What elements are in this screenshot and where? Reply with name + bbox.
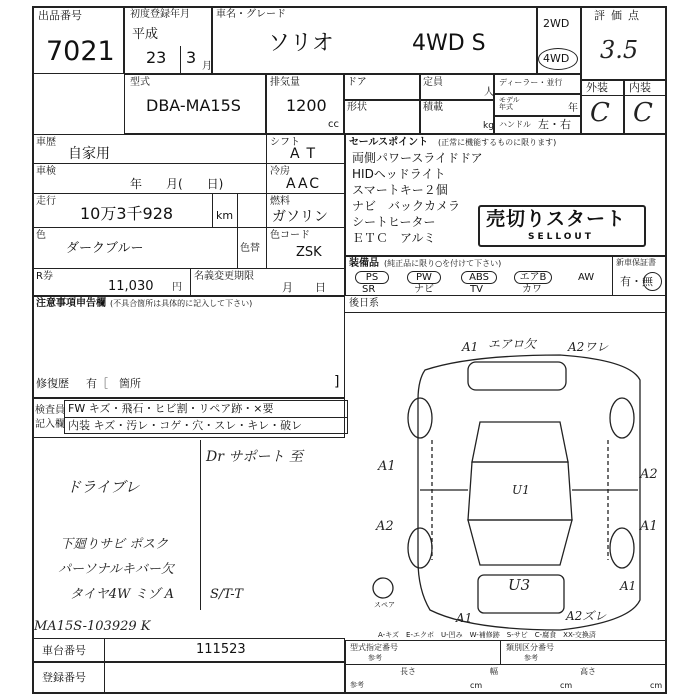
reg-month: 3 xyxy=(186,48,197,67)
note-line-4: タイヤ4W ミゾ A xyxy=(70,587,175,602)
exterior-grade: C xyxy=(590,98,610,128)
length-ref: 参考 xyxy=(350,681,364,689)
name-grade-label: 車名・グレード xyxy=(216,9,286,20)
windshield xyxy=(472,422,568,462)
rear-window xyxy=(468,520,572,565)
model-label: 型式 xyxy=(130,77,150,88)
month-unit: 月 xyxy=(202,61,212,72)
ac-label: 冷房 xyxy=(270,166,290,177)
color-change-label: 色替 xyxy=(240,243,260,254)
reg-year: 23 xyxy=(146,48,167,67)
note-chassis: MA15S-103929 K xyxy=(34,619,151,634)
selling-note: (正常に機能するものに限ります) xyxy=(438,138,557,147)
dmg-bottom-center: U3 xyxy=(508,576,531,594)
displacement-label: 排気量 xyxy=(270,77,300,88)
wheel-rr xyxy=(610,528,634,568)
inspector-label-1: 検査員 xyxy=(35,405,65,416)
dmg-bottom-right-small: A1 xyxy=(620,579,637,593)
registration-due-label: 名義変更期限 xyxy=(194,271,254,282)
handle-value: 左・右 xyxy=(538,118,571,131)
sellout-stamp-main: 売切りスタート xyxy=(486,208,627,230)
selling-label: セールスポイント xyxy=(349,137,429,148)
cc-unit: cc xyxy=(328,119,339,130)
manual-label: 新車保証書 xyxy=(616,258,656,267)
spec-footer-hline xyxy=(345,664,667,665)
kg-unit: kg xyxy=(483,121,494,131)
equipment-label: 装備品 xyxy=(349,258,379,269)
rating-label: 評価点 xyxy=(594,9,645,22)
selling-point: ＥＴＣ アルミ xyxy=(352,231,436,245)
color-label: 色 xyxy=(36,230,46,241)
handle-label: ハンドル xyxy=(499,120,531,129)
inspector-row-2: 内装 キズ・汚レ・コゲ・穴・スレ・キレ・破レ xyxy=(68,419,303,432)
person-unit: 人 xyxy=(484,87,494,98)
color-code-value: ZSK xyxy=(296,245,322,260)
spec-footer-mid xyxy=(500,640,501,664)
length-label: 長さ xyxy=(400,667,416,676)
note-line-1: ドライブレ xyxy=(66,478,140,496)
dmg-right-1: A2 xyxy=(640,467,658,482)
equip-sr: SR xyxy=(362,284,376,295)
equip-ps: PS xyxy=(355,271,389,284)
equip-pw: PW xyxy=(407,271,441,284)
recycle-label: R券 xyxy=(36,271,53,282)
caution-note: (不具合箇所は具体的に記入して下さい) xyxy=(110,299,253,308)
note-right: Dr サポート 至 xyxy=(206,449,303,465)
dmg-left-1: A1 xyxy=(378,459,396,474)
front-bumper xyxy=(468,362,566,390)
first-reg-label: 初度登録年月 xyxy=(130,9,190,20)
grade: 4WD S xyxy=(412,31,486,56)
selling-point: HIDヘッドライト xyxy=(352,167,446,181)
class-label: 類別区分番号 xyxy=(506,643,554,652)
km-unit: km xyxy=(216,209,234,222)
equip-airbag: エアB xyxy=(514,271,552,284)
selling-point: ナビ バックカメラ xyxy=(352,199,461,213)
selling-point: シートヒーター xyxy=(352,215,436,229)
inspector-row-1: FW キズ・飛石・ヒビ割・リペア跡・×要 xyxy=(68,402,274,415)
car-name: ソリオ xyxy=(268,31,334,56)
color-code-label: 色コード xyxy=(270,230,310,241)
ac-value: AAC xyxy=(286,176,322,192)
model-code: DBA-MA15S xyxy=(146,96,241,115)
displacement-value: 1200 xyxy=(286,96,327,115)
repair-bracket: ] xyxy=(334,374,340,390)
dmg-top-right: A2ワレ xyxy=(568,340,609,354)
inspection-value: 年 月( 日) xyxy=(130,177,224,191)
year-unit: 年 xyxy=(568,103,578,114)
interior-label: 内装 xyxy=(629,81,651,94)
history-label: 車歴 xyxy=(36,137,56,148)
shape-label: 形状 xyxy=(347,102,367,113)
shift-label: シフト xyxy=(270,137,300,148)
height-label: 高さ xyxy=(580,667,596,676)
equip-leather: カワ xyxy=(522,284,542,295)
model-spec-label: 型式指定番号 xyxy=(350,643,398,652)
dmg-bottom-right: A2ズレ xyxy=(566,609,607,623)
dmg-bottom-left: A1 xyxy=(456,611,473,625)
exterior-label: 外装 xyxy=(586,81,608,94)
wheel-rl xyxy=(408,528,432,568)
equipment-note: (純正品に限り○を付けて下さい) xyxy=(384,259,502,268)
model-spec-ref: 参考 xyxy=(368,654,382,662)
equip-tv: TV xyxy=(470,284,483,295)
door-label: ドア xyxy=(347,77,367,88)
model-year-label: モデル年式 xyxy=(499,96,520,111)
dmg-right-2: A1 xyxy=(640,519,658,534)
registration-due-value: 月 日 xyxy=(282,281,326,294)
dealer-label: ディーラー・並行 xyxy=(499,78,563,87)
drive-2wd: 2WD xyxy=(543,17,570,30)
fuel-value: ガソリン xyxy=(272,209,328,225)
fuel-label: 燃料 xyxy=(270,196,290,207)
chassis-value: 111523 xyxy=(196,642,246,657)
selling-point: スマートキー２個 xyxy=(352,183,448,197)
selling-point: 両側パワースライドドア xyxy=(352,151,483,165)
capacity-label: 定員 xyxy=(423,77,443,88)
history-value: 自家用 xyxy=(68,146,110,162)
sellout-stamp-sub: SELLOUT xyxy=(528,232,594,242)
dmg-top-mid: エアロ欠 xyxy=(488,337,537,351)
recycle-value: 11,030 xyxy=(108,279,154,294)
lot-label: 出品番号 xyxy=(38,9,82,22)
inspector-label-2: 記入欄 xyxy=(35,419,65,430)
manual-value: 有・無 xyxy=(620,275,653,288)
diagram-legend: A-キズ E-エクボ U-凹み W-補修跡 S-サビ C-腐食 XX-交換済 xyxy=(378,631,596,639)
dmg-center: U1 xyxy=(512,483,530,497)
spare-tire xyxy=(373,578,393,598)
lot-number: 7021 xyxy=(46,36,115,67)
caution-label: 注意事項申告欄 xyxy=(36,298,106,309)
spare-label: スペア xyxy=(374,601,395,609)
drive-4wd: 4WD xyxy=(543,52,570,65)
note-line-3: パーソナルキバー欠 xyxy=(58,562,174,577)
recycle-unit: 円 xyxy=(172,282,182,293)
rating-value: 3.5 xyxy=(600,36,639,64)
height-unit: cm xyxy=(650,681,663,690)
chassis-label: 車台番号 xyxy=(42,644,86,657)
reg-label: 登録番号 xyxy=(42,671,86,684)
dmg-left-2: A2 xyxy=(376,519,394,534)
inspection-label: 車検 xyxy=(36,166,56,177)
wheel-fr xyxy=(610,398,634,438)
note-line-2: 下廻りサビ ポスク xyxy=(60,537,169,552)
width-unit: cm xyxy=(560,681,573,690)
shift-value: AT xyxy=(290,146,324,162)
repair-label: 修復歴 xyxy=(36,377,69,390)
length-unit: cm xyxy=(470,681,483,690)
class-ref: 参考 xyxy=(524,654,538,662)
rear-seat-label: 後日系 xyxy=(349,298,379,309)
interior-grade: C xyxy=(633,98,653,128)
equip-aw: AW xyxy=(578,272,595,283)
load-label: 積載 xyxy=(423,102,443,113)
dmg-top-left: A1 xyxy=(462,340,479,354)
equip-abs: ABS xyxy=(461,271,497,284)
equip-navi: ナビ xyxy=(414,284,434,295)
color-value: ダークブルー xyxy=(66,241,144,256)
mileage-value: 10万3千928 xyxy=(80,204,174,223)
era: 平成 xyxy=(132,27,159,42)
width-label: 幅 xyxy=(490,667,498,676)
wheel-fl xyxy=(408,398,432,438)
mileage-label: 走行 xyxy=(36,196,56,207)
repair-value: 有［ 箇所 xyxy=(86,377,141,390)
note-line-4b: S/T-T xyxy=(210,587,243,602)
